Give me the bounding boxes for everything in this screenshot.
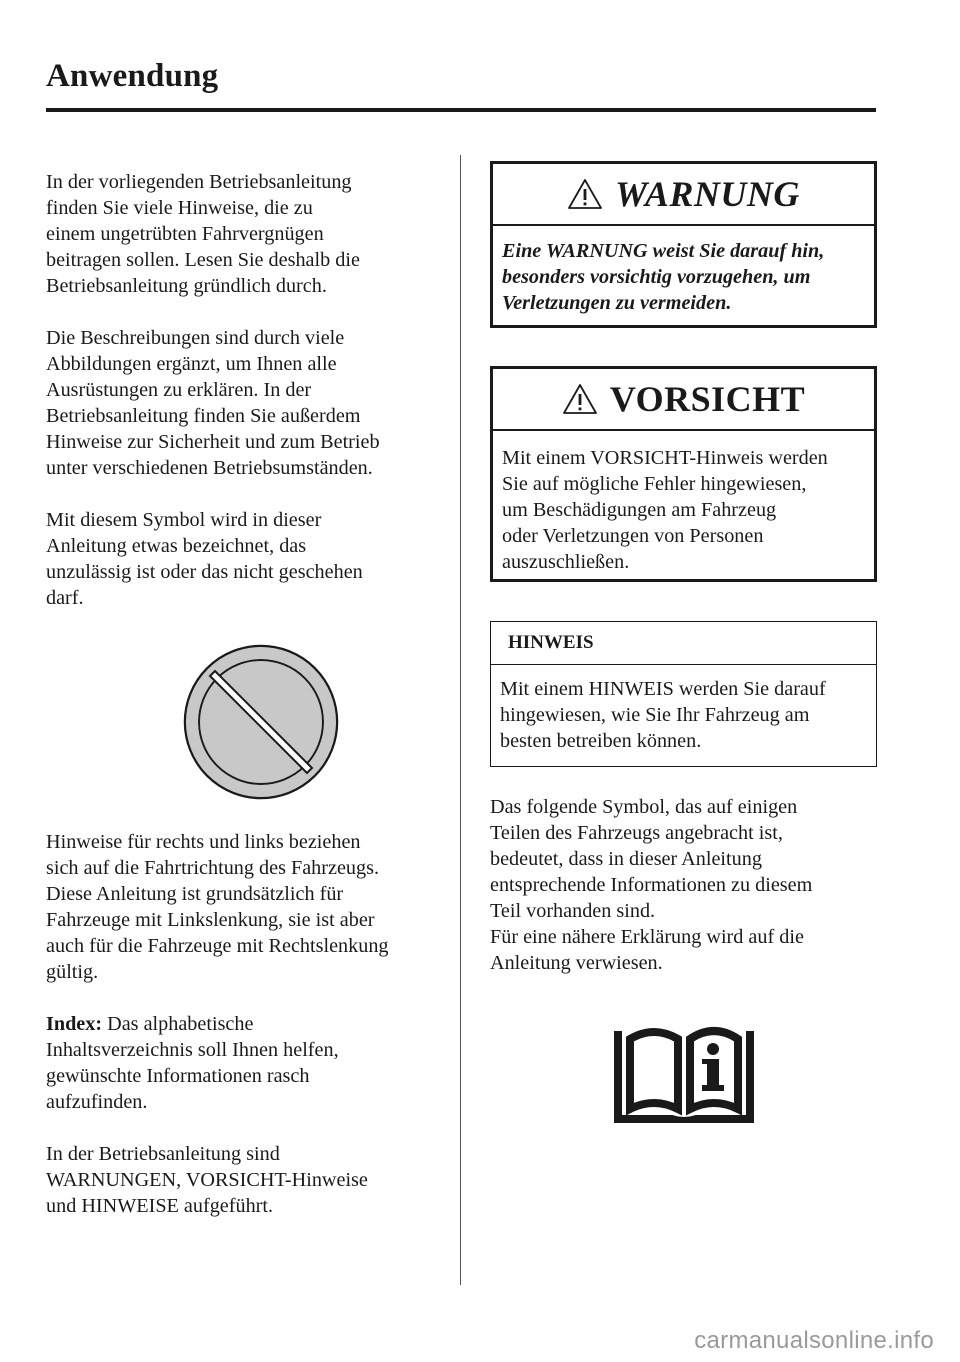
warning-header xyxy=(493,164,874,226)
caution-title: VORSICHT xyxy=(609,379,806,419)
intro-paragraph: In der vorliegenden Betriebsanleitung finden Sie viele Hinweise, die zu einem ungetrübten Fahrvergnügen beitragen sollen. Lesen Sie deshalb die Betriebsanleitung gründlich durch. xyxy=(46,171,360,297)
note-text: Mit einem HINWEIS werden Sie darauf hingewiesen, wie Sie Ihr Fahrzeug am besten betreiben können. xyxy=(500,678,826,752)
right-column xyxy=(490,161,877,1123)
warning-triangle-icon xyxy=(567,178,603,210)
notes-listed-paragraph: In der Betriebsanleitung sind WARNUNGEN, VORSICHT-Hinweise und HINWEISE aufgeführt. xyxy=(46,1143,368,1217)
warning-text: Eine WARNUNG weist Sie darauf hin, besonders vorsichtig vorzugehen, um Verletzungen zu vermeiden. xyxy=(502,240,825,314)
column-divider xyxy=(460,155,461,1285)
direction-paragraph: Hinweise für rechts und links beziehen sich auf die Fahrtrichtung des Fahrzeugs. Diese Anleitung ist grundsätzlich für Fahrzeuge mit Linkslenkung, sie ist aber auch für die Fahrzeuge mit Rechtslenkung gültig. xyxy=(46,831,389,983)
caution-header xyxy=(493,369,874,431)
manual-info-icon xyxy=(614,1019,754,1123)
caution-box xyxy=(490,366,877,582)
title-rule xyxy=(46,108,876,112)
note-title: HINWEIS xyxy=(491,622,876,665)
warning-title: WARNUNG xyxy=(615,174,800,214)
prohibited-icon xyxy=(180,641,342,803)
index-text: Das alphabetische Inhaltsverzeichnis soll Ihnen helfen, gewünschte Informationen rasch aufzufinden. xyxy=(46,1013,339,1113)
manual-symbol xyxy=(490,1019,877,1123)
caution-triangle-icon xyxy=(562,383,598,415)
left-column xyxy=(46,169,438,1219)
symbol-paragraph: Mit diesem Symbol wird in dieser Anleitung etwas bezeichnet, das unzulässig ist oder das nicht geschehen darf. xyxy=(46,509,363,609)
note-box xyxy=(490,621,877,767)
index-label: Index: xyxy=(46,1013,103,1035)
warning-box xyxy=(490,161,877,328)
index-paragraph xyxy=(46,1011,438,1115)
illustrations-paragraph: Die Beschreibungen sind durch viele Abbildungen ergänzt, um Ihnen alle Ausrüstungen zu erklären. In der Betriebsanleitung finden Sie außerdem Hinweise zur Sicherheit und zum Betrieb unter verschiedenen Betriebsumständen. xyxy=(46,327,380,479)
watermark: carmanualsonline.info xyxy=(694,1327,934,1354)
prohibited-symbol xyxy=(46,617,438,827)
page-title: Anwendung xyxy=(46,58,219,94)
symbol-explanation-paragraph: Das folgende Symbol, das auf einigen Teilen des Fahrzeugs angebracht ist, bedeutet, dass in dieser Anleitung entsprechende Informationen zu diesem Teil vorhanden sind. Für eine nähere Erklärung wird auf die Anleitung verwiesen. xyxy=(490,796,813,974)
caution-text: Mit einem VORSICHT-Hinweis werden Sie auf mögliche Fehler hingewiesen, um Beschädigungen am Fahrzeug oder Verletzungen von Personen auszuschließen. xyxy=(502,447,828,573)
